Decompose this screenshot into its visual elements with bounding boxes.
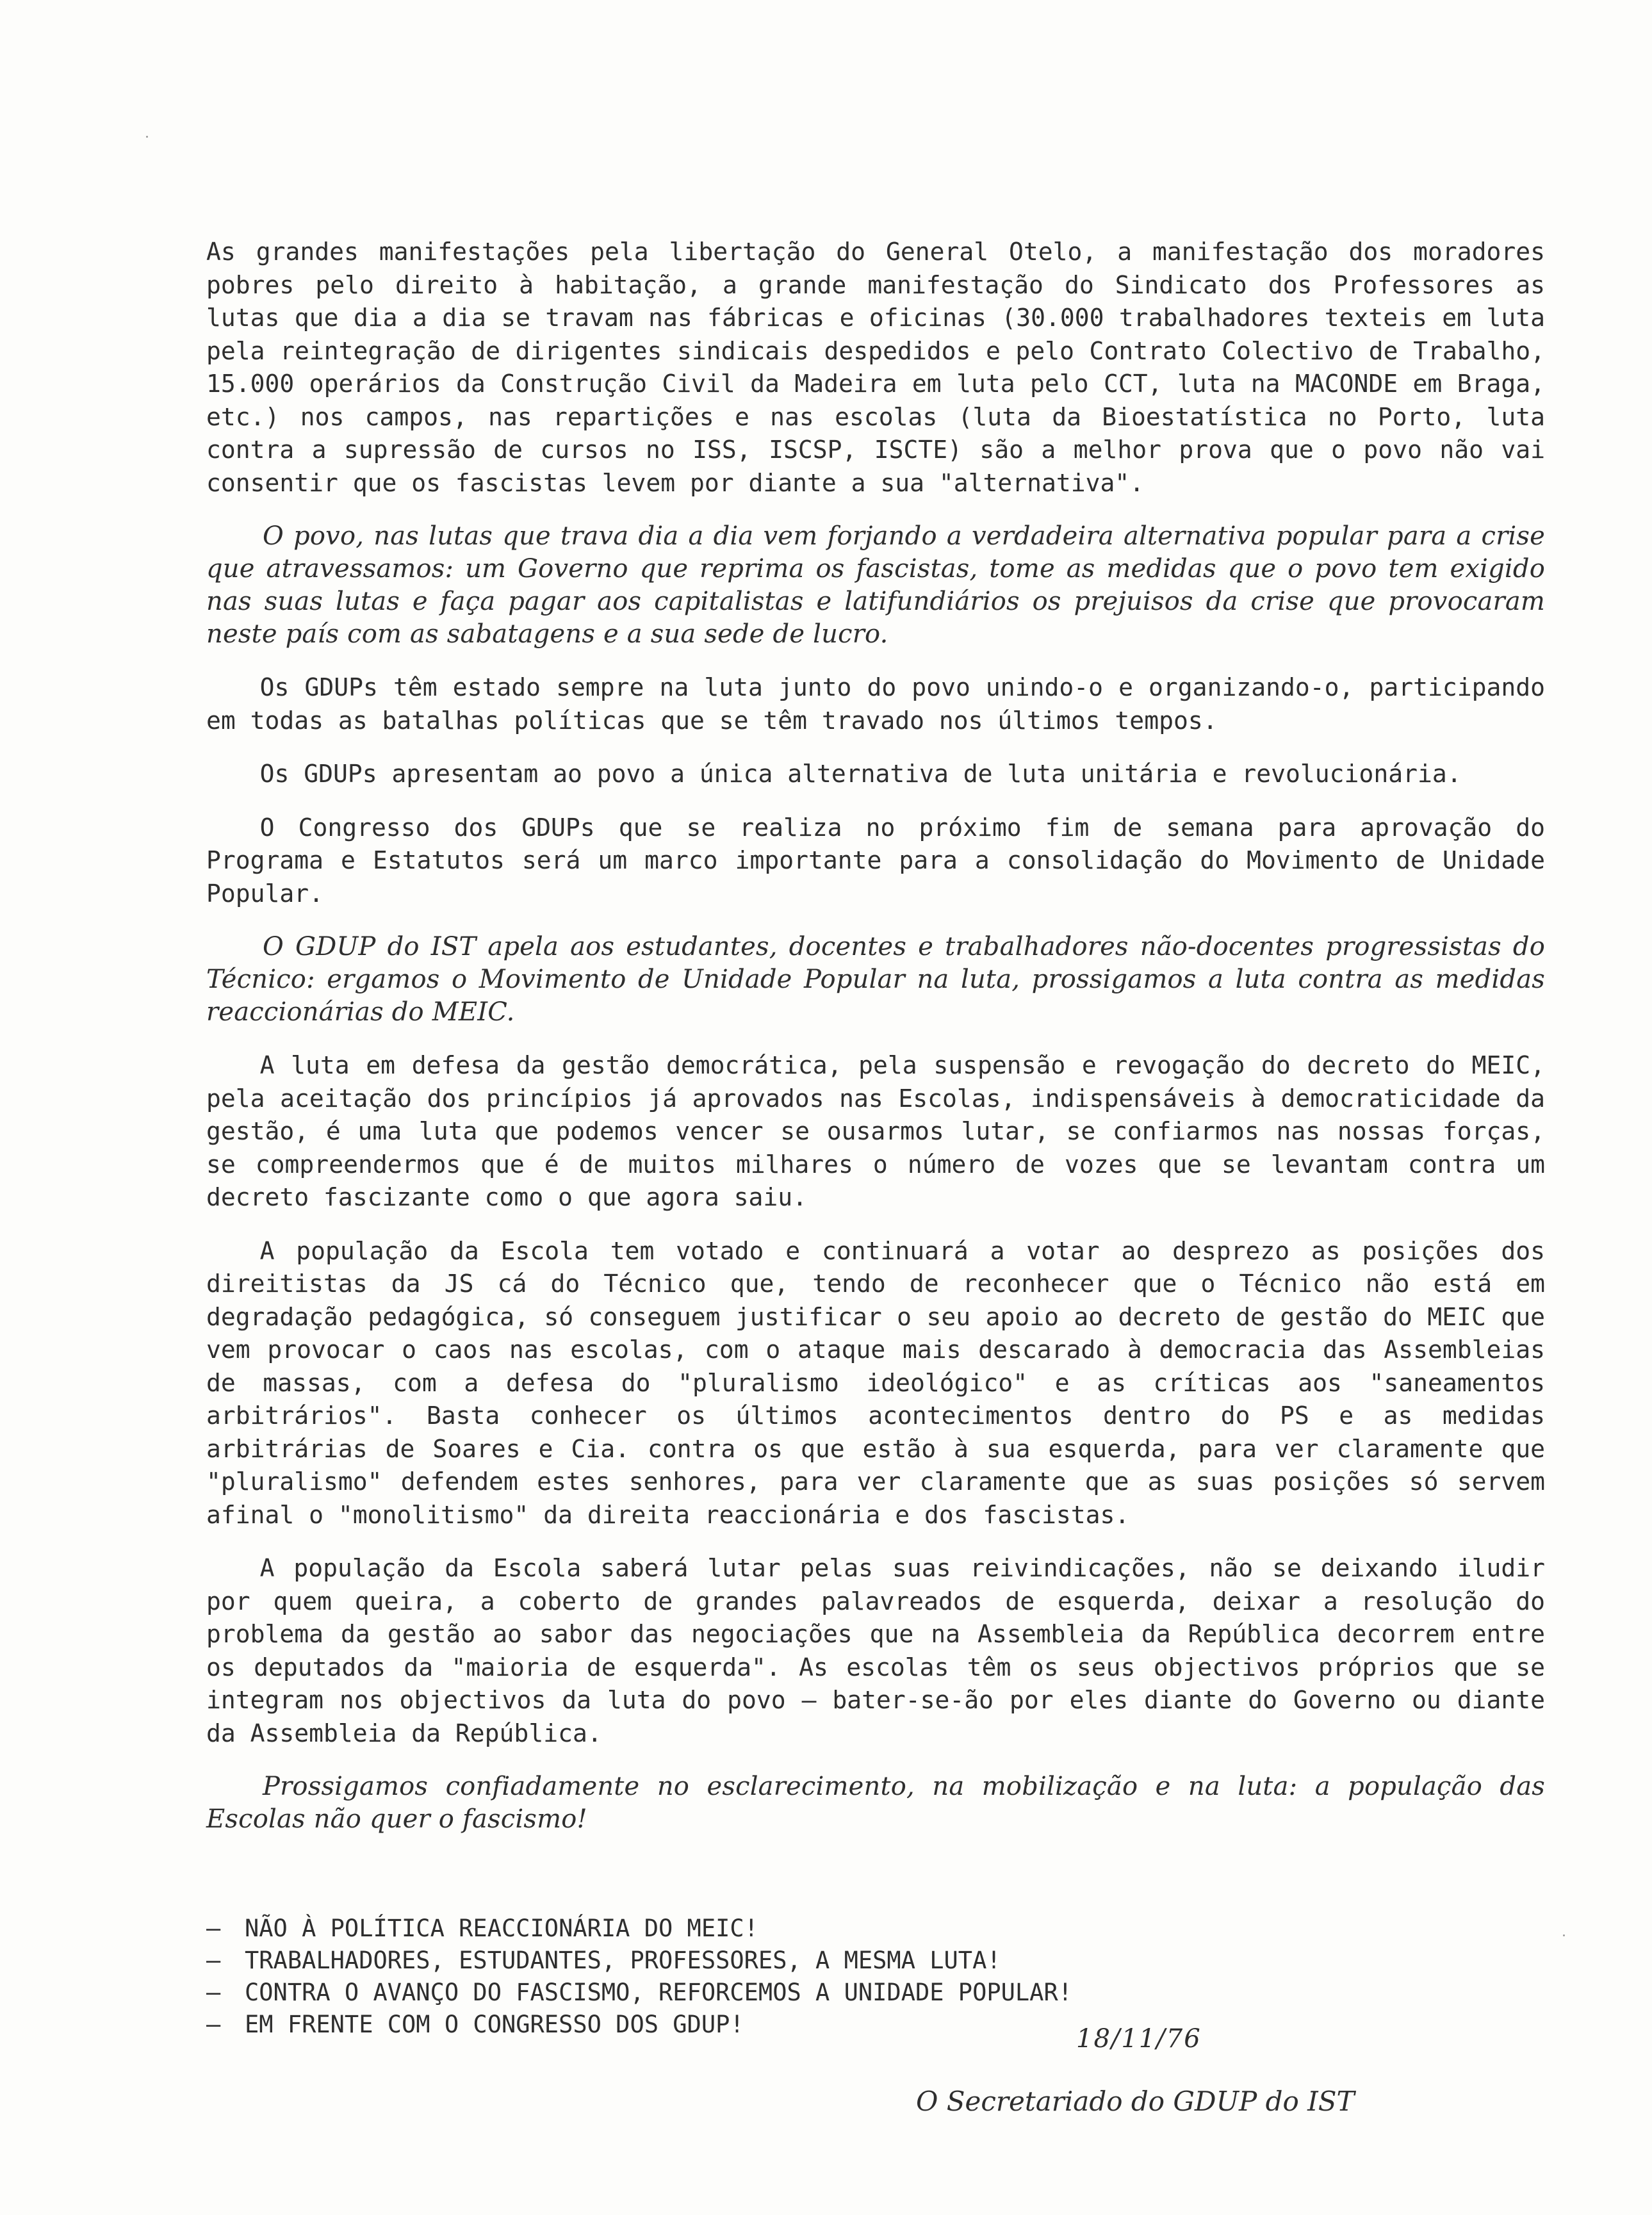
slogan-dash: — <box>206 2011 221 2038</box>
slogan-text: EM FRENTE COM O CONGRESSO DOS GDUP! <box>245 2011 744 2038</box>
paragraph-school-demands: A população da Escola saberá lutar pelas suas reivindicações, não se deixando iludir por quem queira, a coberto de grandes palavreados de esquerda, deixar a resolução do problema da gestão ao sabor das negociações que na Assembleia da República decorrem entre os deputados da "maioria de esquerda". As escolas têm os seus objectivos próprios que se integram nos objectivos da luta do povo — bater-se-ão por eles diante do Governo ou diante da Assembleia da República. <box>206 1554 1545 1747</box>
paragraph-congress: O Congresso dos GDUPs que se realiza no próximo fim de semana para aprovação do Programa e Estatutos será um marco importante para a consolidação do Movimento de Unidade Popular. <box>206 813 1545 908</box>
paragraph-gdups-struggle: Os GDUPs têm estado sempre na luta junto do povo unindo-o e organizando-o, participando em todas as batalhas políticas que se têm travado nos últimos tempos. <box>206 673 1545 735</box>
paper-speck <box>146 136 148 138</box>
paper-speck <box>1563 1934 1565 1936</box>
slogan-dash: — <box>206 1915 221 1942</box>
paragraph-popular-alternative: O povo, nas lutas que trava dia a dia vem forjando a verdadeira alternativa popular para a crise que atravessamos: um Governo que reprima os fascistas, tome as medidas que o povo tem exigido nas suas lutas e faça pagar aos capitalistas e latifundiários os prejuisos da crise que provocaram neste país com as sabatagens e a sua sede de lucro. <box>206 521 1545 649</box>
slogan-item <box>206 1913 1545 1945</box>
leaflet-body <box>206 236 1545 2041</box>
paragraph-democratic-management: A luta em defesa da gestão democrática, pela suspensão e revogação do decreto do MEIC, pela aceitação dos princípios já aprovados nas Escolas, indispensáveis à democraticidade da gestão, é uma luta que podemos vencer se ousarmos lutar, se confiarmos nas nossas forças, se compreendermos que é de muitos milhares o número de vozes que se levantam contra um decreto fascizante como o que agora saiu. <box>206 1051 1545 1211</box>
slogan-text: CONTRA O AVANÇO DO FASCISMO, REFORCEMOS A UNIDADE POPULAR! <box>245 1979 1073 2006</box>
slogan-text: TRABALHADORES, ESTUDANTES, PROFESSORES, A MESMA LUTA! <box>245 1947 1001 1974</box>
paragraph-unitary-alternative: Os GDUPs apresentam ao povo a única alternativa de luta unitária e revolucionária. <box>259 760 1462 788</box>
signature-block <box>916 2024 1493 2117</box>
slogan-list <box>206 1913 1545 2041</box>
slogan-text: NÃO À POLÍTICA REACCIONÁRIA DO MEIC! <box>245 1915 758 1942</box>
slogan-dash: — <box>206 1947 221 1974</box>
paragraph-manifestations: As grandes manifestações pela libertação do General Otelo, a manifestação dos moradores pobres pelo direito à habitação, a grande manifestação do Sindicato dos Professores as lutas que dia a dia se travam nas fábricas e oficinas (30.000 trabalhadores texteis em luta pela reintegração de dirigentes sindicais despedidos e pelo Contrato Colectivo de Trabalho, 15.000 operários da Construção Civil da Madeira em luta pelo CCT, luta na MACONDE em Braga, etc.) nos campos, nas repartições e nas escolas (luta da Bioestatística no Porto, luta contra a supressão de cursos no ISS, ISCSP, ISCTE) são a melhor prova que o povo não vai consentir que os fascistas levem por diante a sua "alternativa". <box>206 238 1545 497</box>
slogan-item <box>206 1977 1545 2009</box>
slogan-dash: — <box>206 1979 221 2006</box>
paragraph-appeal: O GDUP do IST apela aos estudantes, docentes e trabalhadores não-docentes progressistas do Técnico: ergamos o Movimento de Unidade Popular na luta, prossigamos a luta contra as medidas reaccionárias do MEIC. <box>206 932 1545 1027</box>
document-date: 18/11/76 <box>1076 2024 1202 2054</box>
paragraph-js-positions: A população da Escola tem votado e continuará a votar ao desprezo as posições dos direitistas da JS cá do Técnico que, tendo de reconhecer que o Técnico não está em degradação pedagógica, só conseguem justificar o seu apoio ao decreto de gestão do MEIC que vem provocar o caos nas escolas, com o ataque mais descarado à democracia das Assembleias de massas, com a defesa do "pluralismo ideológico" e as críticas aos "saneamentos arbitrários". Basta conhecer os últimos acontecimentos dentro do PS e as medidas arbitrárias de Soares e Cia. contra os que estão à sua esquerda, para ver claramente que "pluralismo" defendem estes senhores, para ver claramente que as suas posições só servem afinal o "monolitismo" da direita reaccionária e dos fascistas. <box>206 1236 1545 1529</box>
signatory: O Secretariado do GDUP do IST <box>916 2086 1355 2117</box>
paragraph-closing-call: Prossigamos confiadamente no esclarecimento, na mobilização e na luta: a população das Escolas não quer o fascismo! <box>206 1772 1545 1834</box>
slogan-item <box>206 1945 1545 1977</box>
